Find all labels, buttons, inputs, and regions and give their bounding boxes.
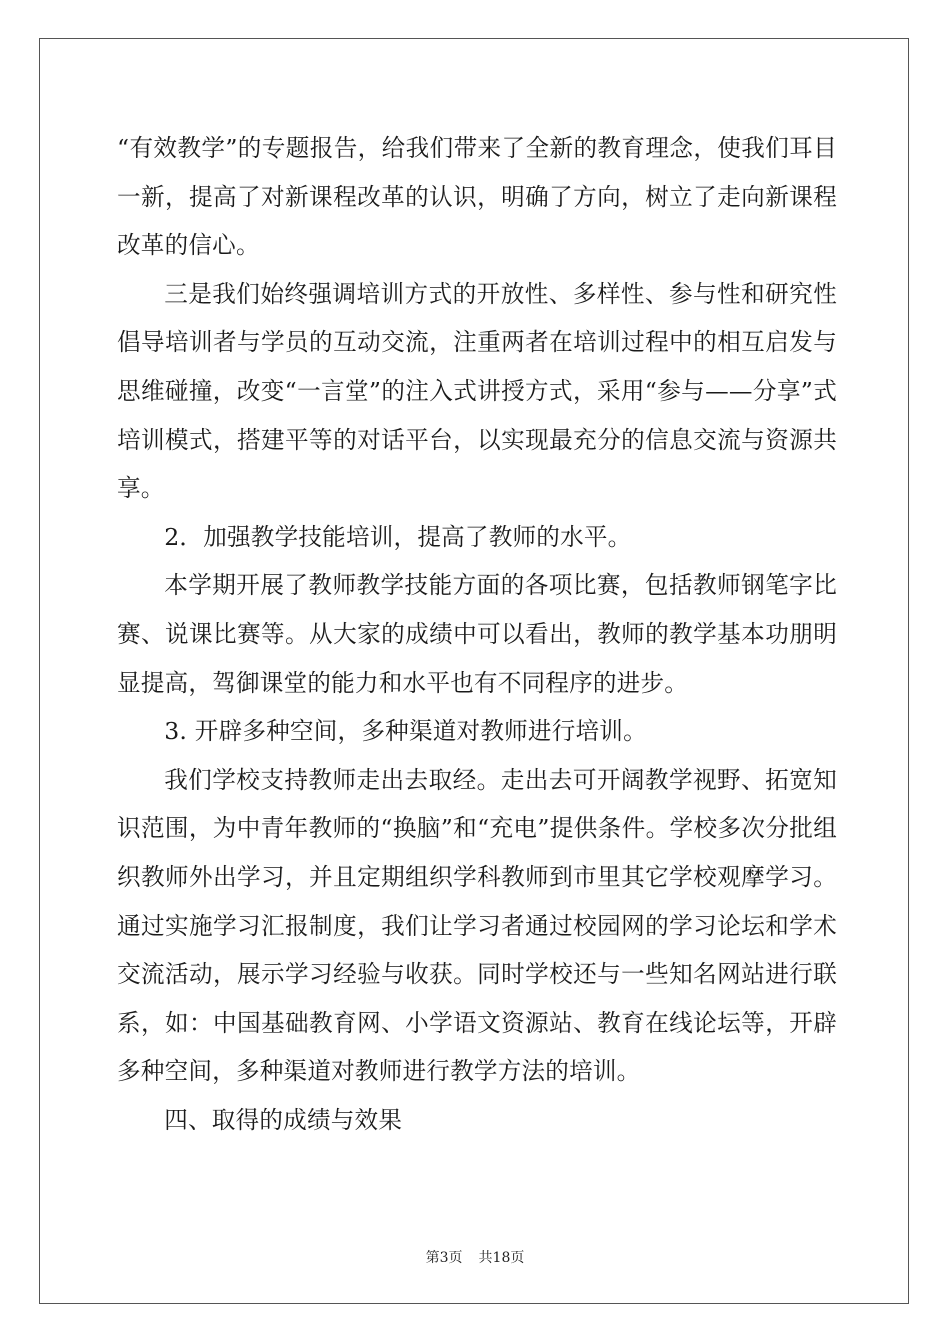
paragraph-continuation: “有效教学”的专题报告，给我们带来了全新的教育理念，使我们耳目一新，提高了对新课程改革的认识，明确了方向，树立了走向新课程改革的信心。 [117,134,837,260]
heading-multiple-channels: 3. 开辟多种空间，多种渠道对教师进行培训。 [164,717,647,746]
page-footer [0,1247,950,1267]
paragraph-external-learning: 我们学校支持教师走出去取经。走出去可开阔教学视野、拓宽知识范围，为中青年教师的“换脑”和“充电”提供条件。学校多次分批组织教师外出学习，并且定期组织学科教师到市里其它学校观摩学习。通过实施学习汇报制度，我们让学习者通过校园网的学习论坛和学术交流活动，展示学习经验与收获。同时学校还与一些知名网站进行联系，如：中国基础教育网、小学语文资源站、教育在线论坛等，开辟多种空间，多种渠道对教师进行教学方法的培训。 [117,765,837,1086]
paragraph-skill-competitions: 本学期开展了教师教学技能方面的各项比赛，包括教师钢笔字比赛、说课比赛等。从大家的成绩中可以看出，教师的教学基本功朋明显提高，驾御课堂的能力和水平也有不同程序的进步。 [117,571,837,697]
page-number-total: 共18页 [478,1250,525,1266]
document-body [117,124,837,1144]
heading-skill-training: 2．加强教学技能培训，提高了教师的水平。 [164,522,632,551]
heading-results: 四、取得的成绩与效果 [164,1105,403,1134]
page-number-current: 第3页 [425,1250,463,1266]
paragraph-training-methods: 三是我们始终强调培训方式的开放性、多样性、参与性和研究性倡导培训者与学员的互动交流，注重两者在培训过程中的相互启发与思维碰撞，改变“一言堂”的注入式讲授方式，采用“参与——分享”式培训模式，搭建平等的对话平台，以实现最充分的信息交流与资源共享。 [117,279,837,503]
